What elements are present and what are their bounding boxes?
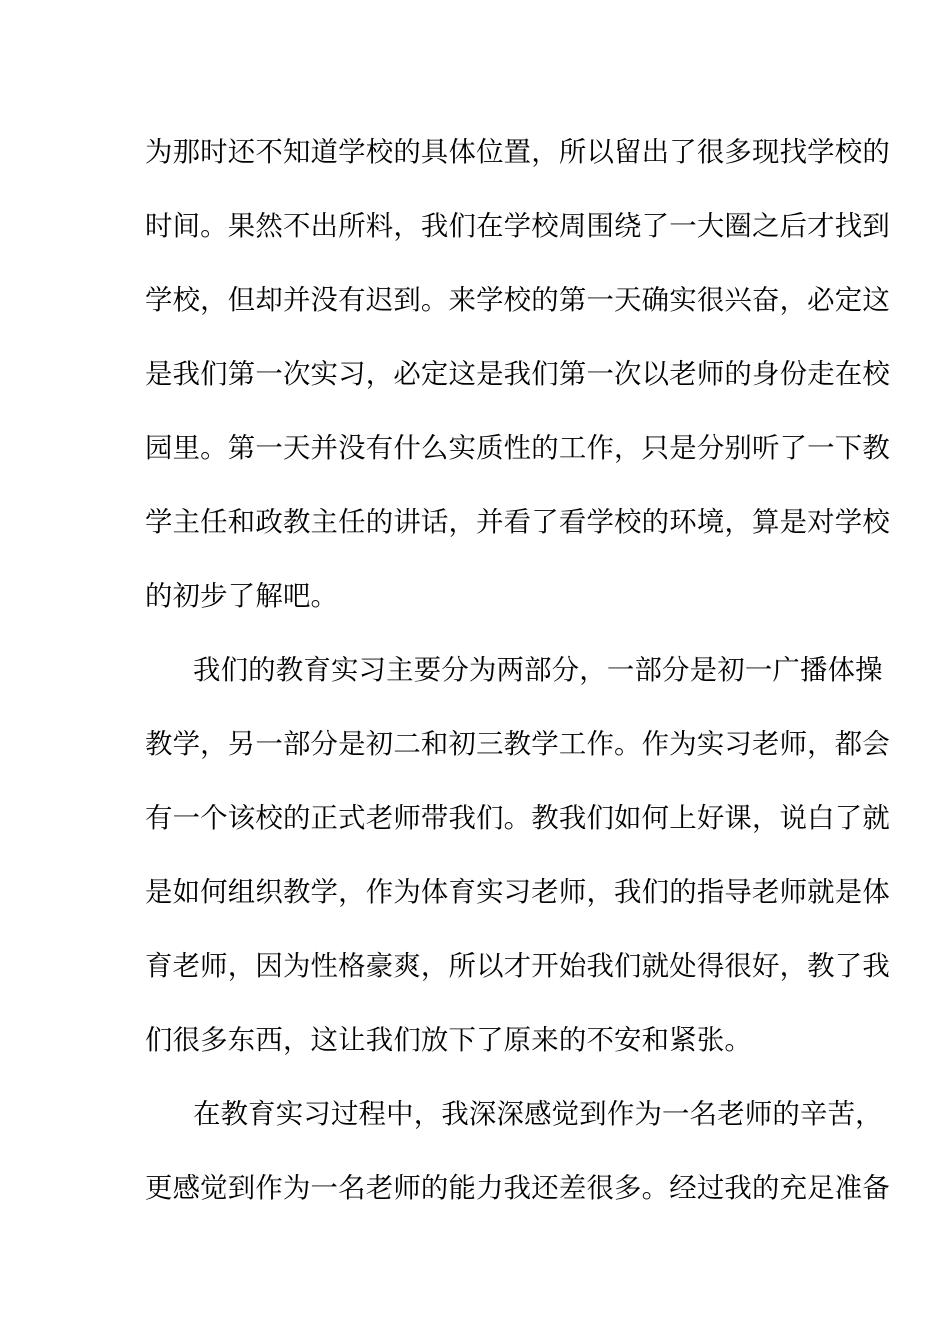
text-line: 们很多东西，这让我们放下了原来的不安和紧张。 [145, 1025, 752, 1056]
text-line: 是如何组织教学，作为体育实习老师，我们的指导老师就是体 [145, 877, 890, 908]
body-text [145, 128, 890, 1238]
text-line: 学主任和政教主任的讲话，并看了看学校的环境，算是对学校 [145, 507, 890, 538]
text-line: 时间。果然不出所料，我们在学校周围绕了一大圈之后才找到 [145, 211, 890, 242]
text-line: 有一个该校的正式老师带我们。教我们如何上好课，说白了就 [145, 803, 890, 834]
text-line: 为那时还不知道学校的具体位置，所以留出了很多现找学校的 [145, 137, 890, 168]
paragraph-first-line: 我们的教育实习主要分为两部分，一部分是初一广播体操 [193, 655, 883, 686]
text-line: 是我们第一次实习，必定这是我们第一次以老师的身份走在校 [145, 359, 890, 390]
text-line: 更感觉到作为一名老师的能力我还差很多。经过我的充足准备 [145, 1173, 890, 1204]
text-line: 园里。第一天并没有什么实质性的工作，只是分别听了一下教 [145, 433, 890, 464]
text-line: 教学，另一部分是初二和初三教学工作。作为实习老师，都会 [145, 729, 890, 760]
paragraph-first-line: 在教育实习过程中，我深深感觉到作为一名老师的辛苦， [193, 1099, 883, 1130]
text-line: 育老师，因为性格豪爽，所以才开始我们就处得很好，教了我 [145, 951, 890, 982]
text-line: 的初步了解吧。 [145, 581, 339, 612]
text-line: 学校，但却并没有迟到。来学校的第一天确实很兴奋，必定这 [145, 285, 890, 316]
